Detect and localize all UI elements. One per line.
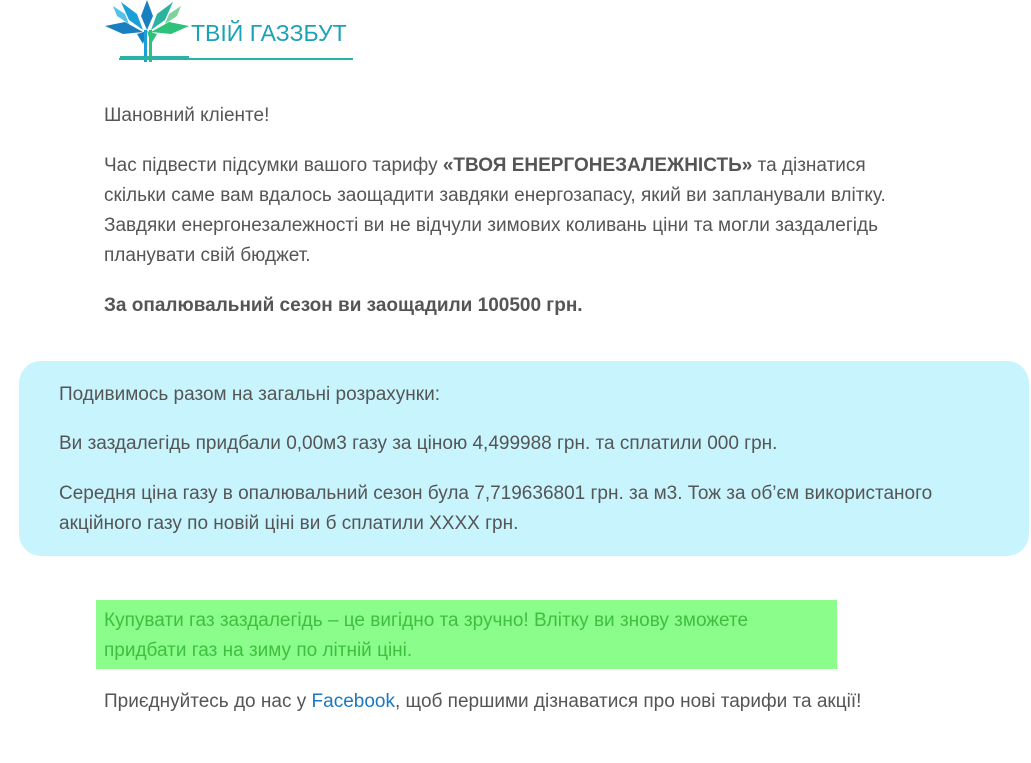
intro-text-end: та дізнатися скільки саме вам вдалось заощадити завдяки енергозапасу, який ви запланували влітку. Завдяки енергонезалежності ви не відчули зимових коливань ціни та могли заздалегідь планувати свій бюджет. [104, 155, 886, 266]
promo-text: Купувати газ заздалегідь – це вигідно та зручно! Влітку ви знову зможете придбати газ на зиму по літній ціні. [104, 610, 749, 661]
greeting-text: Шановний кліенте! [104, 105, 270, 126]
calculation-purchase: Ви заздалегідь придбали 0,00м3 газу за ціною 4,499988 грн. та сплатили 000 грн. [59, 433, 778, 454]
facebook-link[interactable]: Facebook [311, 691, 395, 712]
calculation-panel [19, 361, 1029, 556]
social-paragraph [104, 687, 894, 717]
logo-underline [119, 58, 353, 60]
promo-banner [96, 600, 837, 669]
social-text-end: , щоб першими дізнаватися про нові тарифи та акції! [394, 691, 862, 712]
tariff-name: «ТВОЯ ЕНЕРГОНЕЗАЛЕЖНІСТЬ» [442, 155, 753, 176]
intro-paragraph [104, 151, 894, 271]
snowflake-logo-icon [103, 0, 189, 62]
brand-logo [103, 0, 355, 64]
calculation-average-price: Середня ціна газу в опалювальний сезон була 7,719636801 грн. за м3. Тож за об’єм використаного акційного газу по новій ціні ви б сплатили ХХХХ грн. [59, 483, 933, 534]
calculation-heading: Подивимось разом на загальні розрахунки: [59, 384, 440, 405]
social-text-start: Приєднуйтесь до нас у [104, 691, 312, 712]
brand-name: ТВІЙ ГАЗЗБУТ [191, 20, 347, 46]
intro-text-start: Час підвести підсумки вашого тарифу [104, 155, 443, 176]
saving-summary: За опалювальний сезон ви заощадили 100500 грн. [104, 295, 583, 316]
